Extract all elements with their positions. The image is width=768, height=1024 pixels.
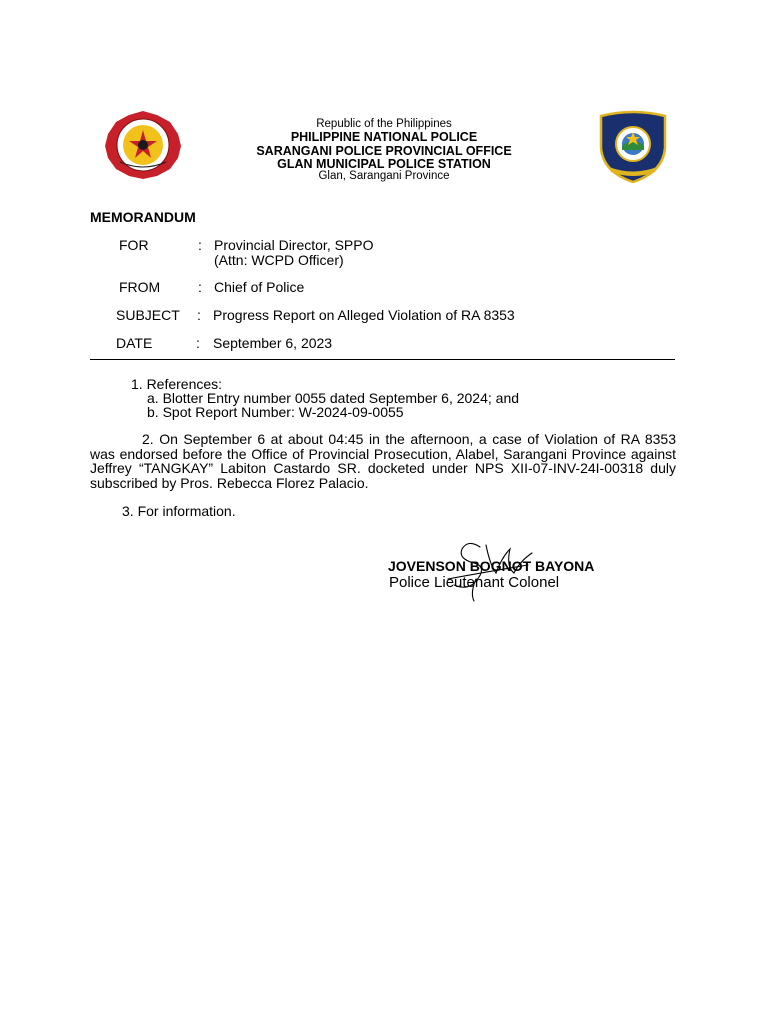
field-colon: : [197, 307, 201, 323]
handwritten-signature [440, 535, 540, 610]
field-value-for-attn: (Attn: WCPD Officer) [214, 252, 344, 268]
header-station: GLAN MUNICIPAL POLICE STATION [277, 157, 491, 171]
field-colon: : [198, 237, 202, 253]
field-value-date: September 6, 2023 [213, 335, 333, 351]
field-colon: : [198, 279, 202, 295]
field-label-subject: SUBJECT [116, 307, 180, 323]
header-agency: PHILIPPINE NATIONAL POLICE [290, 130, 478, 144]
separator-line [90, 359, 675, 360]
signatory-rank: Police Lieutenant Colonel [389, 574, 560, 591]
references-heading: 1. References: [131, 376, 223, 392]
signatory-name: JOVENSON BOGNOT BAYONA [388, 558, 595, 574]
reference-a: a. Blotter Entry number 0055 dated September 6, 2024; and [147, 390, 520, 406]
field-label-date: DATE [116, 335, 153, 351]
header-republic: Republic of the Philippines [316, 118, 452, 130]
header-provincial-office: SARANGANI POLICE PROVINCIAL OFFICE [256, 144, 512, 158]
field-value-from: Chief of Police [214, 279, 305, 295]
field-value-subject: Progress Report on Alleged Violation of RA 8353 [213, 307, 515, 323]
field-colon: : [196, 335, 200, 351]
paragraph-3: 3. For information. [122, 503, 236, 519]
field-label-for: FOR [119, 237, 149, 253]
field-value-for: Provincial Director, SPPO [214, 237, 374, 253]
memo-title: MEMORANDUM [90, 209, 196, 225]
paragraph-2: 2. On September 6 at about 04:45 in the afternoon, a case of Violation of RA 8353 was endorsed before the Office of Provincial Prosecution, Alabel, Sarangani Province against Jeffrey “TANGKAY” Labiton Castardo SR. docketed under NPS XII-07-INV-24I-00318 duly subscribed by Pros. Rebecca Florez Palacio. [90, 431, 676, 491]
field-label-from: FROM [119, 279, 161, 295]
header-location: Glan, Sarangani Province [318, 170, 450, 182]
reference-b: b. Spot Report Number: W-2024-09-0055 [147, 404, 404, 420]
